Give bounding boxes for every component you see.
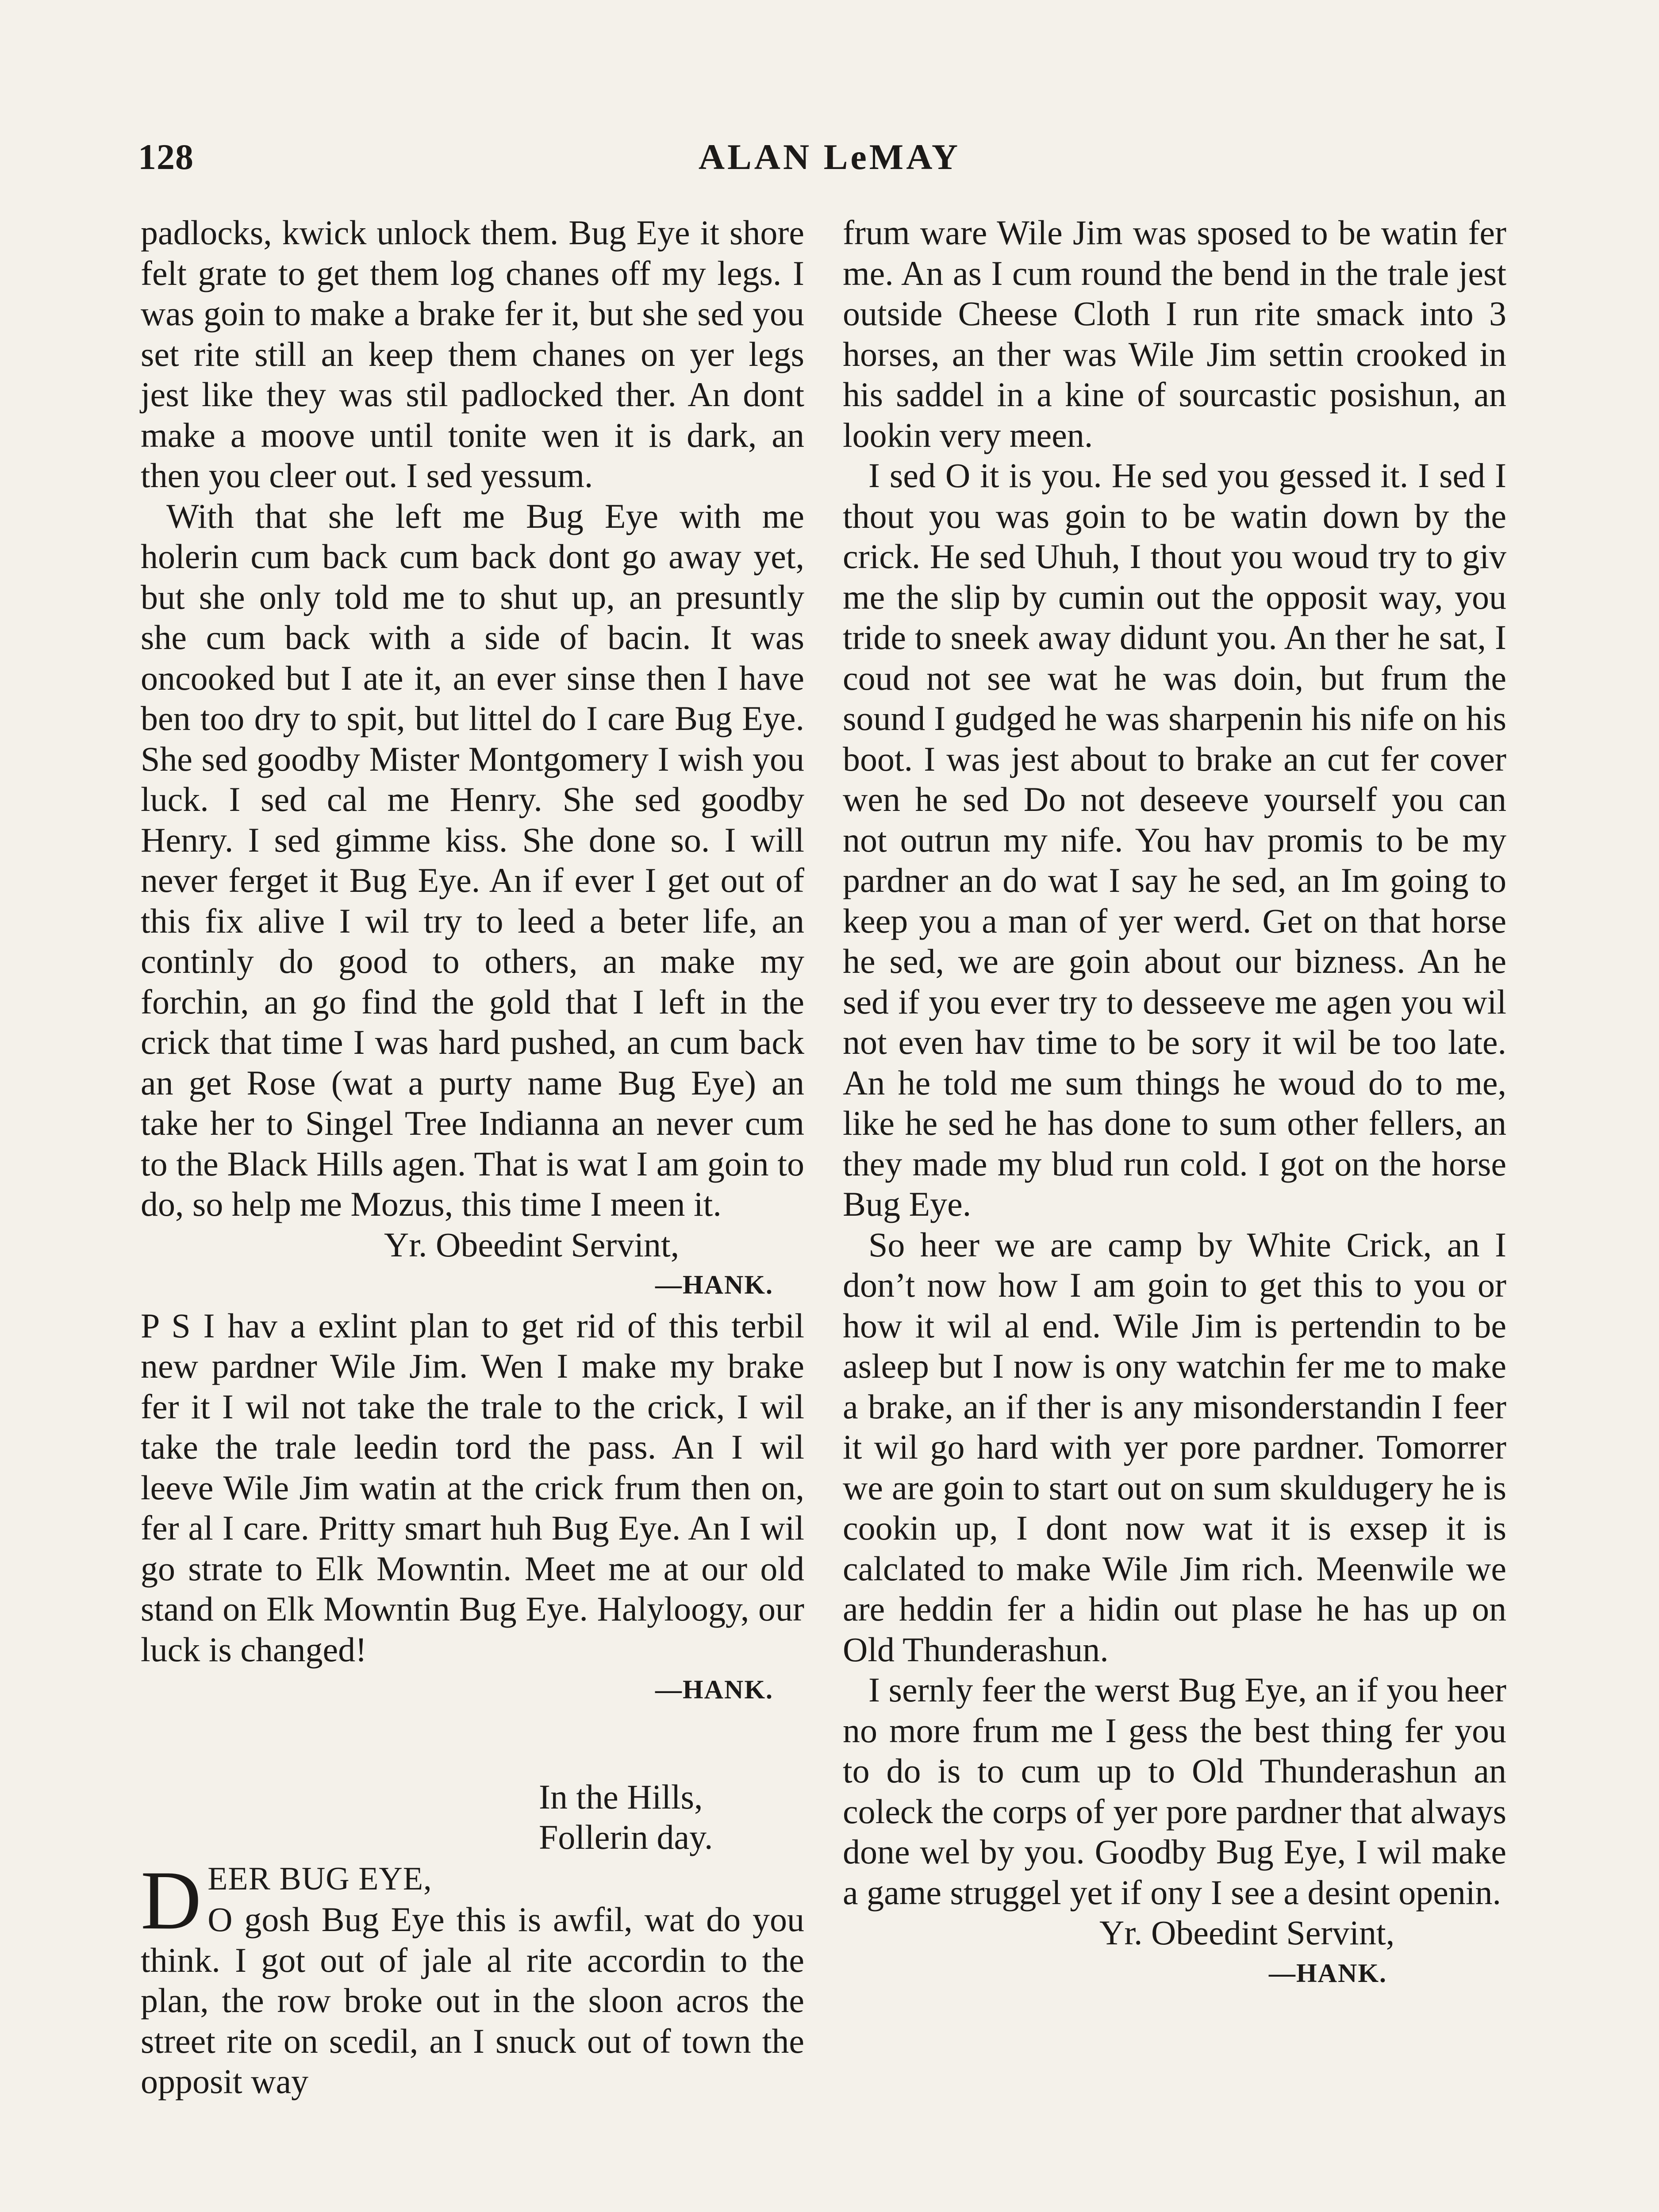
paragraph: So heer we are camp by White Crick, an I don’t now how I am goin to get this to you or how it wil al end. Wile Jim is pertendin to be asleep but I now is ony watchin fer me to make a brake, an if ther is any misonderstandin I feer it wil go hard with yer pore pardner. Tomorrer we are goin to start out on sum skuldugery he is cookin up, I dont now wat it is exsep it is calclated to make Wile Jim rich. Meenwile we are heddin fer a hidin out plase he has up on Old Thunderashun. bbox=[843, 1225, 1506, 1669]
drop-cap: D bbox=[141, 1854, 202, 1947]
salutation bbox=[141, 1854, 804, 1947]
paragraph: I sernly feer the werst Bug Eye, an if you heer no more frum me I gess the best thing fer you to do is to cum up to Old Thunderashun an coleck the corps of yer pore pardner that always done wel by you. Goodby Bug Eye, I wil make a game struggel yet if ony I see a desint openin. bbox=[843, 1671, 1506, 1912]
postscript: P S I hav a exlint plan to get rid of this terbil new pardner Wile Jim. Wen I make my brake fer it I wil not take the trale to the crick, I wil take the trale leedin tord the pass. An I wil leeve Wile Jim watin at the crick frum then on, fer al I care. Pritty smart huh Bug Eye. An I wil go strate to Elk Mowntin. Meet me at our old stand on Elk Mowntin Bug Eye. Halyloogy, our luck is changed! bbox=[141, 1306, 804, 1669]
postscript-signature: —HANK. bbox=[655, 1675, 773, 1704]
letter-signature: —HANK. bbox=[655, 1270, 773, 1299]
running-head-author: ALAN LeMAY bbox=[698, 137, 961, 177]
paragraph: O gosh Bug Eye this is awfil, wat do you think. I got out of jale al rite accordin to the plan, the row broke out in the sloon acros the street rite on scedil, an I snuck out of town the opposit way bbox=[141, 1900, 804, 2101]
dateline-day: Follerin day. bbox=[539, 1818, 713, 1856]
letter-signoff: Yr. Obeedint Servint, bbox=[384, 1225, 680, 1264]
letter-signature: —HANK. bbox=[1269, 1958, 1387, 1988]
page-number: 128 bbox=[138, 137, 194, 177]
paragraph: frum ware Wile Jim was sposed to be watin fer me. An as I cum round the bend in the trale jest outside Cheese Cloth I run rite smack into 3 horses, an ther was Wile Jim settin crooked in his saddel in a kine of sourcastic posishun, an lookin very meen. bbox=[843, 213, 1506, 454]
dateline-place: In the Hills, bbox=[539, 1777, 703, 1816]
paragraph: padlocks, kwick unlock them. Bug Eye it shore felt grate to get them log chanes off my legs. I was goin to make a brake fer it, but she sed you set rite still an keep them chanes on yer legs jest like they was stil padlocked ther. An dont make a moove until tonite wen it is dark, an then you cleer out. I sed yessum. bbox=[141, 213, 804, 495]
letter-signoff: Yr. Obeedint Servint, bbox=[1099, 1913, 1395, 1952]
salutation-text: EER BUG EYE, bbox=[207, 1860, 432, 1897]
left-column bbox=[141, 212, 804, 2102]
paragraph: With that she left me Bug Eye with me holerin cum back cum back dont go away yet, but she only told me to shut up, an presuntly she cum back with a side of bacin. It was oncooked but I ate it, an ever sinse then I have ben too dry to spit, but littel do I care Bug Eye. She sed goodby Mister Montgomery I wish you luck. I sed cal me Henry. She sed goodby Henry. I sed gimme kiss. She done so. I will never ferget it Bug Eye. An if ever I get out of this fix alive I wil try to leed a beter life, an continly do good to others, an make my forchin, an go find the gold that I left in the crick that time I was hard pushed, an cum back an get Rose (wat a purty name Bug Eye) an take her to Singel Tree Indianna an never cum to the Black Hills agen. That is wat I am goin to do, so help me Mozus, this time I meen it. bbox=[141, 496, 804, 1223]
right-column bbox=[843, 212, 1506, 1993]
paragraph: I sed O it is you. He sed you gessed it. I sed I thout you was goin to be watin down by the crick. He sed Uhuh, I thout you woud try to giv me the slip by cumin out the opposit way, you tride to sneek away didunt you. An ther he sat, I coud not see wat he was doin, but frum the sound I gudged he was sharpenin his nife on his boot. I was jest about to brake an cut fer cover wen he sed Do not deseeve yourself you can not outrun my nife. You hav promis to be my pardner an do wat I say he sed, an Im going to keep you a man of yer werd. Get on that horse he sed, we are goin about our bizness. An he sed if you ever try to desseeve me agen you wil not even hav time to be sory it wil be too late. An he told me sum things he woud do to me, like he sed he has done to sum other fellers, an they made my blud run cold. I got on the horse Bug Eye. bbox=[843, 456, 1506, 1223]
section-spacer bbox=[141, 1710, 804, 1777]
